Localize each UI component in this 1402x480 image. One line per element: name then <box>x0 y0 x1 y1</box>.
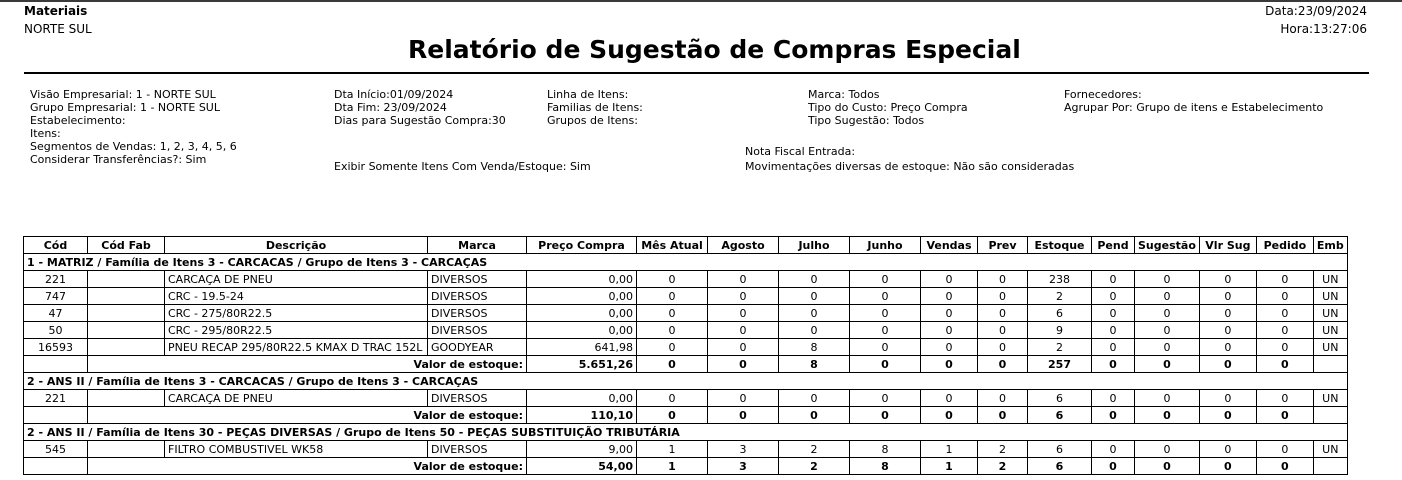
table-cell: 0 <box>850 288 921 305</box>
params-col2 <box>334 88 506 127</box>
table-cell: 0 <box>1135 339 1200 356</box>
group-row <box>24 373 1348 390</box>
table-cell: 0 <box>637 322 708 339</box>
table-cell: 0 <box>1135 305 1200 322</box>
params-col1 <box>30 88 237 166</box>
total-cell: 0 <box>1135 356 1200 373</box>
company-name: NORTE SUL <box>24 22 92 36</box>
table-cell: 2 <box>1028 288 1092 305</box>
table-cell: 0 <box>1256 305 1313 322</box>
total-cell: 110,10 <box>527 407 637 424</box>
total-cell: 0 <box>1199 458 1256 475</box>
table-header-row <box>24 237 1348 254</box>
total-cell: 0 <box>978 356 1028 373</box>
table-cell: 9,00 <box>527 441 637 458</box>
table-cell: UN <box>1313 441 1347 458</box>
table-cell: 0 <box>1199 441 1256 458</box>
table-cell: 545 <box>24 441 88 458</box>
table-cell: UN <box>1313 305 1347 322</box>
param-dta-fim: Dta Fim: 23/09/2024 <box>334 101 447 114</box>
table-cell: 0 <box>921 288 978 305</box>
table-cell <box>1313 356 1347 373</box>
group-title: 2 - ANS II / Família de Itens 3 - CARCACAS / Grupo de Itens 3 - CARCAÇAS <box>24 373 1348 390</box>
param-tipo-custo: Tipo do Custo: Preço Compra <box>808 101 968 114</box>
report-title: Relatório de Sugestão de Compras Especial <box>408 35 1021 64</box>
table-cell: 0 <box>1092 339 1135 356</box>
table-cell: 0 <box>1256 339 1313 356</box>
table-row <box>24 390 1348 407</box>
column-header: Prev <box>978 237 1028 254</box>
table-cell: 1 <box>637 441 708 458</box>
table-cell: 0 <box>708 390 779 407</box>
table-cell: UN <box>1313 288 1347 305</box>
param-transferencias: Considerar Transferências?: Sim <box>30 153 207 166</box>
total-row <box>24 407 1348 424</box>
total-cell: 0 <box>1092 458 1135 475</box>
table-cell: 2 <box>779 441 850 458</box>
table-cell: 0 <box>850 305 921 322</box>
table-cell: 2 <box>1028 339 1092 356</box>
total-cell: 54,00 <box>527 458 637 475</box>
table-cell: PNEU RECAP 295/80R22.5 KMAX D TRAC 152L <box>165 339 428 356</box>
table-cell: UN <box>1313 339 1347 356</box>
group-title: 1 - MATRIZ / Família de Itens 3 - CARCACAS / Grupo de Itens 3 - CARCAÇAS <box>24 254 1348 271</box>
table-cell: 0 <box>1199 271 1256 288</box>
table-cell: CARCAÇA DE PNEU <box>165 390 428 407</box>
table-cell: 0 <box>978 305 1028 322</box>
table-cell: UN <box>1313 390 1347 407</box>
table-cell <box>88 390 165 407</box>
param-grupo-empresarial: Grupo Empresarial: 1 - NORTE SUL <box>30 101 220 114</box>
total-cell: 0 <box>1199 356 1256 373</box>
total-cell: 0 <box>1256 356 1313 373</box>
table-row <box>24 322 1348 339</box>
total-cell: 0 <box>1135 407 1200 424</box>
table-cell: 0 <box>921 322 978 339</box>
table-cell: 0 <box>978 322 1028 339</box>
table-cell: 0 <box>637 390 708 407</box>
param-linha-itens: Linha de Itens: <box>547 88 629 101</box>
table-cell: CRC - 295/80R22.5 <box>165 322 428 339</box>
table-cell: 8 <box>779 339 850 356</box>
total-cell: 6 <box>1028 407 1092 424</box>
table-row <box>24 305 1348 322</box>
table-cell: 0 <box>1092 305 1135 322</box>
table-cell: 0 <box>921 390 978 407</box>
group-title: 2 - ANS II / Família de Itens 30 - PEÇAS DIVERSAS / Grupo de Itens 50 - PEÇAS SUBSTITUIÇÃO TRIBUTÁRIA <box>24 424 1348 441</box>
total-cell: 0 <box>1135 458 1200 475</box>
table-cell: 8 <box>850 441 921 458</box>
table-cell: 0 <box>1256 271 1313 288</box>
table-cell: DIVERSOS <box>428 322 527 339</box>
table-cell: 0 <box>779 305 850 322</box>
table-cell: 0 <box>1256 322 1313 339</box>
table-cell: 0 <box>1092 288 1135 305</box>
total-cell: 0 <box>637 356 708 373</box>
column-header: Cód <box>24 237 88 254</box>
params-col3 <box>547 88 643 127</box>
table-cell: 0 <box>978 339 1028 356</box>
table-cell: 0 <box>779 322 850 339</box>
table-cell: 0 <box>1135 390 1200 407</box>
column-header: Agosto <box>708 237 779 254</box>
table-cell <box>24 407 88 424</box>
table-cell <box>24 356 88 373</box>
table-cell: 6 <box>1028 390 1092 407</box>
table-cell: 0 <box>779 271 850 288</box>
table-cell: DIVERSOS <box>428 271 527 288</box>
table-cell: 0,00 <box>527 271 637 288</box>
total-cell: 0 <box>921 356 978 373</box>
table-row <box>24 288 1348 305</box>
column-header: Pedido <box>1256 237 1313 254</box>
table-cell: 0 <box>1199 305 1256 322</box>
table-cell: 0 <box>1135 322 1200 339</box>
table-cell: 0 <box>850 322 921 339</box>
table-cell <box>88 339 165 356</box>
table-cell: 0 <box>1092 322 1135 339</box>
table-cell: 47 <box>24 305 88 322</box>
total-cell: 5.651,26 <box>527 356 637 373</box>
table-cell: 6 <box>1028 441 1092 458</box>
param-familias-itens: Familias de Itens: <box>547 101 643 114</box>
params-col4 <box>808 88 968 127</box>
column-header: Cód Fab <box>88 237 165 254</box>
table-cell: 0 <box>1135 441 1200 458</box>
table-cell: 0,00 <box>527 390 637 407</box>
column-header: Preço Compra <box>527 237 637 254</box>
table-cell: 0 <box>708 339 779 356</box>
param-tipo-sugestao: Tipo Sugestão: Todos <box>808 114 925 127</box>
report-table <box>23 236 1348 475</box>
column-header: Mês Atual <box>637 237 708 254</box>
table-cell: 0 <box>708 288 779 305</box>
param-fornecedores: Fornecedores: <box>1064 88 1142 101</box>
table-cell: 221 <box>24 390 88 407</box>
param-dias-sugestao: Dias para Sugestão Compra:30 <box>334 114 506 127</box>
table-cell: 0 <box>1256 441 1313 458</box>
table-body <box>24 254 1348 475</box>
param-nota-fiscal: Nota Fiscal Entrada: <box>745 145 856 158</box>
total-cell: 6 <box>1028 458 1092 475</box>
table-cell: 641,98 <box>527 339 637 356</box>
total-label: Valor de estoque: <box>88 356 527 373</box>
table-cell <box>88 288 165 305</box>
table-cell: 238 <box>1028 271 1092 288</box>
table-cell: 9 <box>1028 322 1092 339</box>
total-cell: 0 <box>1256 407 1313 424</box>
column-header: Marca <box>428 237 527 254</box>
total-row <box>24 356 1348 373</box>
total-cell: 0 <box>708 356 779 373</box>
table-cell: 50 <box>24 322 88 339</box>
table-cell: DIVERSOS <box>428 441 527 458</box>
column-header: Emb <box>1313 237 1347 254</box>
param-estabelecimento: Estabelecimento: <box>30 114 126 127</box>
report-time: Hora:13:27:06 <box>1280 22 1367 36</box>
table-cell: CRC - 275/80R22.5 <box>165 305 428 322</box>
table-cell: 0 <box>978 288 1028 305</box>
table-cell: 0 <box>1135 271 1200 288</box>
table-cell: CARCAÇA DE PNEU <box>165 271 428 288</box>
total-cell: 257 <box>1028 356 1092 373</box>
table-cell: FILTRO COMBUSTIVEL WK58 <box>165 441 428 458</box>
total-cell: 1 <box>921 458 978 475</box>
param-exibir: Exibir Somente Itens Com Venda/Estoque: Sim <box>334 160 591 173</box>
table-cell: 0 <box>637 305 708 322</box>
table-cell <box>24 458 88 475</box>
total-cell: 8 <box>850 458 921 475</box>
title-divider <box>24 72 1369 74</box>
table-cell: 0 <box>708 271 779 288</box>
param-segmentos: Segmentos de Vendas: 1, 2, 3, 4, 5, 6 <box>30 140 237 153</box>
param-movimentacoes: Movimentações diversas de estoque: Não são consideradas <box>745 160 1075 173</box>
table-cell: 0 <box>637 339 708 356</box>
table-cell <box>1313 407 1347 424</box>
table-cell: 0 <box>1199 339 1256 356</box>
table-cell: GOODYEAR <box>428 339 527 356</box>
table-cell: 0 <box>637 288 708 305</box>
table-cell: 3 <box>708 441 779 458</box>
table-row <box>24 339 1348 356</box>
table-cell: 16593 <box>24 339 88 356</box>
table-cell: 0 <box>1092 271 1135 288</box>
total-cell: 0 <box>1092 407 1135 424</box>
table-cell: 0 <box>850 339 921 356</box>
table-cell: 0 <box>921 271 978 288</box>
total-cell: 2 <box>978 458 1028 475</box>
table-cell: 0 <box>978 271 1028 288</box>
table-cell: 0 <box>850 271 921 288</box>
table-cell <box>1313 458 1347 475</box>
table-cell: 0 <box>1256 390 1313 407</box>
table-cell: DIVERSOS <box>428 305 527 322</box>
table-cell <box>88 441 165 458</box>
table-cell: 0 <box>779 288 850 305</box>
total-label: Valor de estoque: <box>88 458 527 475</box>
table-cell <box>88 305 165 322</box>
table-row <box>24 441 1348 458</box>
table-cell: 0 <box>1199 390 1256 407</box>
param-itens: Itens: <box>30 127 61 140</box>
table-cell: 0 <box>1092 441 1135 458</box>
table-cell <box>88 322 165 339</box>
table-cell: 0 <box>921 305 978 322</box>
table-cell: 0 <box>978 390 1028 407</box>
table-cell: UN <box>1313 322 1347 339</box>
total-label: Valor de estoque: <box>88 407 527 424</box>
table-cell: DIVERSOS <box>428 390 527 407</box>
table-cell: 0,00 <box>527 322 637 339</box>
table-cell: 747 <box>24 288 88 305</box>
column-header: Junho <box>850 237 921 254</box>
table-cell: 2 <box>978 441 1028 458</box>
param-marca: Marca: Todos <box>808 88 880 101</box>
column-header: Pend <box>1092 237 1135 254</box>
table-cell: 0 <box>1092 390 1135 407</box>
param-visao: Visão Empresarial: 1 - NORTE SUL <box>30 88 216 101</box>
table-cell: 6 <box>1028 305 1092 322</box>
table-cell: 0 <box>1199 322 1256 339</box>
group-row <box>24 254 1348 271</box>
table-cell: 0 <box>708 322 779 339</box>
report-date: Data:23/09/2024 <box>1265 4 1367 18</box>
column-header: Vendas <box>921 237 978 254</box>
total-row <box>24 458 1348 475</box>
total-cell: 2 <box>779 458 850 475</box>
table-cell: 0 <box>708 305 779 322</box>
module-name: Materiais <box>24 4 88 18</box>
table-cell: 0 <box>1256 288 1313 305</box>
total-cell: 0 <box>637 407 708 424</box>
total-cell: 8 <box>779 356 850 373</box>
table-cell: 0,00 <box>527 305 637 322</box>
column-header: Descrição <box>165 237 428 254</box>
top-border <box>0 0 1402 2</box>
param-grupos-itens: Grupos de Itens: <box>547 114 638 127</box>
total-cell: 0 <box>978 407 1028 424</box>
param-dta-inicio: Dta Início:01/09/2024 <box>334 88 454 101</box>
group-row <box>24 424 1348 441</box>
table-cell: 0 <box>1135 288 1200 305</box>
table-cell: 221 <box>24 271 88 288</box>
total-cell: 1 <box>637 458 708 475</box>
total-cell: 0 <box>1256 458 1313 475</box>
table-cell: 0 <box>1199 288 1256 305</box>
table-cell: 1 <box>921 441 978 458</box>
column-header: Julho <box>779 237 850 254</box>
table-cell: 0 <box>850 390 921 407</box>
total-cell: 0 <box>921 407 978 424</box>
table-row <box>24 271 1348 288</box>
param-agrupar-por: Agrupar Por: Grupo de itens e Estabelecimento <box>1064 101 1324 114</box>
total-cell: 0 <box>708 407 779 424</box>
total-cell: 0 <box>779 407 850 424</box>
table-cell: 0 <box>637 271 708 288</box>
table-cell: 0 <box>921 339 978 356</box>
total-cell: 3 <box>708 458 779 475</box>
table-cell: 0 <box>779 390 850 407</box>
params-col5 <box>1064 88 1323 114</box>
total-cell: 0 <box>850 407 921 424</box>
table-cell <box>88 271 165 288</box>
table-cell: UN <box>1313 271 1347 288</box>
table-cell: 0,00 <box>527 288 637 305</box>
table-cell: DIVERSOS <box>428 288 527 305</box>
column-header: Vlr Sug <box>1199 237 1256 254</box>
column-header: Sugestão <box>1135 237 1200 254</box>
total-cell: 0 <box>1092 356 1135 373</box>
total-cell: 0 <box>1199 407 1256 424</box>
total-cell: 0 <box>850 356 921 373</box>
table-cell: CRC - 19.5-24 <box>165 288 428 305</box>
column-header: Estoque <box>1028 237 1092 254</box>
